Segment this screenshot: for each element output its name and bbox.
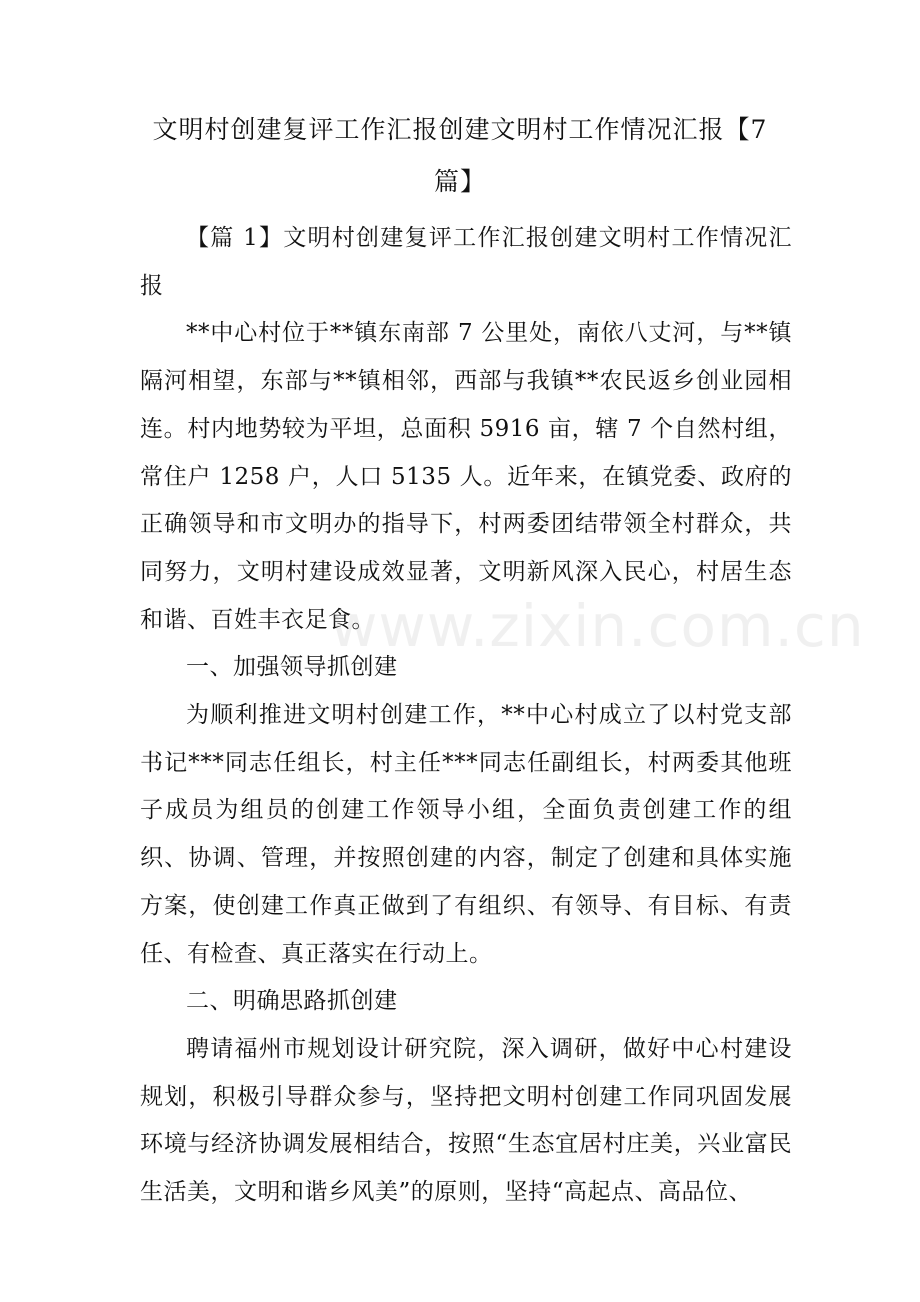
document-title: 文明村创建复评工作汇报创建文明村工作情况汇报【7篇】 bbox=[152, 115, 768, 196]
subsection-heading: 一、加强领导抓创建 bbox=[186, 654, 398, 681]
body-paragraph: 聘请福州市规划设计研究院，深入调研，做好中心村建设规划，积极引导群众参与，坚持把文明村创建工作同巩固发展环境与经济协调发展相结合，按照“生态宜居村庄美，兴业富民生活美，文明和谐乡风美”的原则，坚持“高起点、高品位、 bbox=[140, 1035, 792, 1206]
subsection-heading: 二、明确思路抓创建 bbox=[186, 988, 398, 1015]
document-body bbox=[140, 215, 792, 1217]
watermark-text: www.zixin.com.cn bbox=[330, 592, 865, 660]
body-paragraph: 为顺利推进文明村创建工作，**中心村成立了以村党支部书记***同志任组长，村主任***同志任副组长，村两委其他班子成员为组员的创建工作领导小组，全面负责创建工作的组织、协调、管理，并按照创建的内容，制定了创建和具体实施方案，使创建工作真正做到了有组织、有领导、有目标、有责任、有检查、真正落实在行动上。 bbox=[140, 702, 792, 967]
section-heading: 【篇 1】文明村创建复评工作汇报创建文明村工作情况汇报 bbox=[140, 225, 792, 299]
body-paragraph: **中心村位于**镇东南部 7 公里处，南依八丈河，与**镇隔河相望，东部与**镇相邻，西部与我镇**农民返乡创业园相连。村内地势较为平坦，总面积 5916 亩，辖 7 个自然村组，常住户 1258 户，人口 5135 人。近年来，在镇党委、政府的正确领导和市文明办的指导下，村两委团结带领全村群众，共同努力，文明村建设成效显著，文明新风深入民心，村居生态和谐、百姓丰衣足食。 bbox=[140, 320, 792, 633]
